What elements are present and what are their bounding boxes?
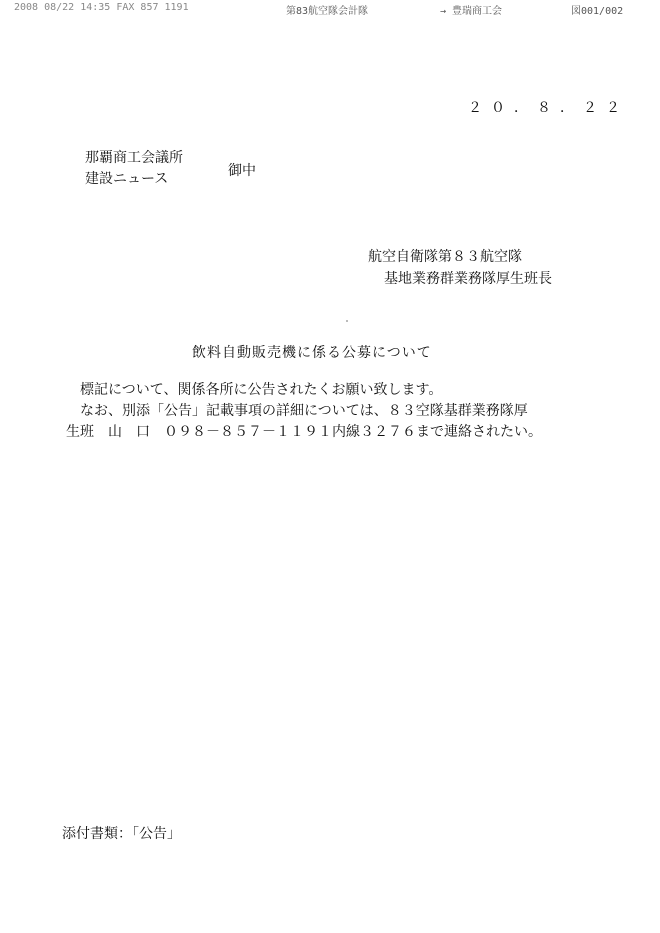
document-body — [66, 380, 606, 443]
recipient-line-2: 建設ニュース — [85, 171, 169, 187]
recipient-honorific: 御中 — [228, 163, 256, 179]
sender-line-1: 航空自衛隊第８３航空隊 — [368, 249, 522, 265]
document-subject: 飲料自動販売機に係る公募について — [192, 345, 432, 361]
fax-page-number: 図001/002 — [571, 6, 624, 17]
sender-line-2: 基地業務群業務隊厚生班長 — [384, 271, 552, 287]
scan-speck — [346, 320, 348, 322]
body-paragraph-2-line-1: なお、別添「公告」記載事項の詳細については、８３空隊基群業務隊厚 — [80, 403, 528, 419]
fax-transmission-header — [0, 2, 660, 18]
body-paragraph-2-line-2: 生班 山 口 ０９８－８５７－１１９１内線３２７６まで連絡されたい。 — [66, 424, 542, 440]
fax-recipient: → 豊瑞商工会 — [440, 6, 503, 17]
recipient-line-1: 那覇商工会議所 — [85, 150, 183, 166]
fax-sender: 第83航空隊会計隊 — [286, 6, 369, 17]
body-paragraph-1: 標記について、関係各所に公告されたくお願い致します。 — [80, 382, 443, 398]
sender-block — [368, 246, 552, 290]
attachment-list: 添付書類：「公告」 — [62, 826, 181, 842]
fax-datetime: 2008 08/22 14:35 FAX 857 1191 — [14, 2, 189, 13]
document-date: ２０．８．２２ — [468, 100, 629, 116]
recipient-block — [85, 148, 183, 190]
